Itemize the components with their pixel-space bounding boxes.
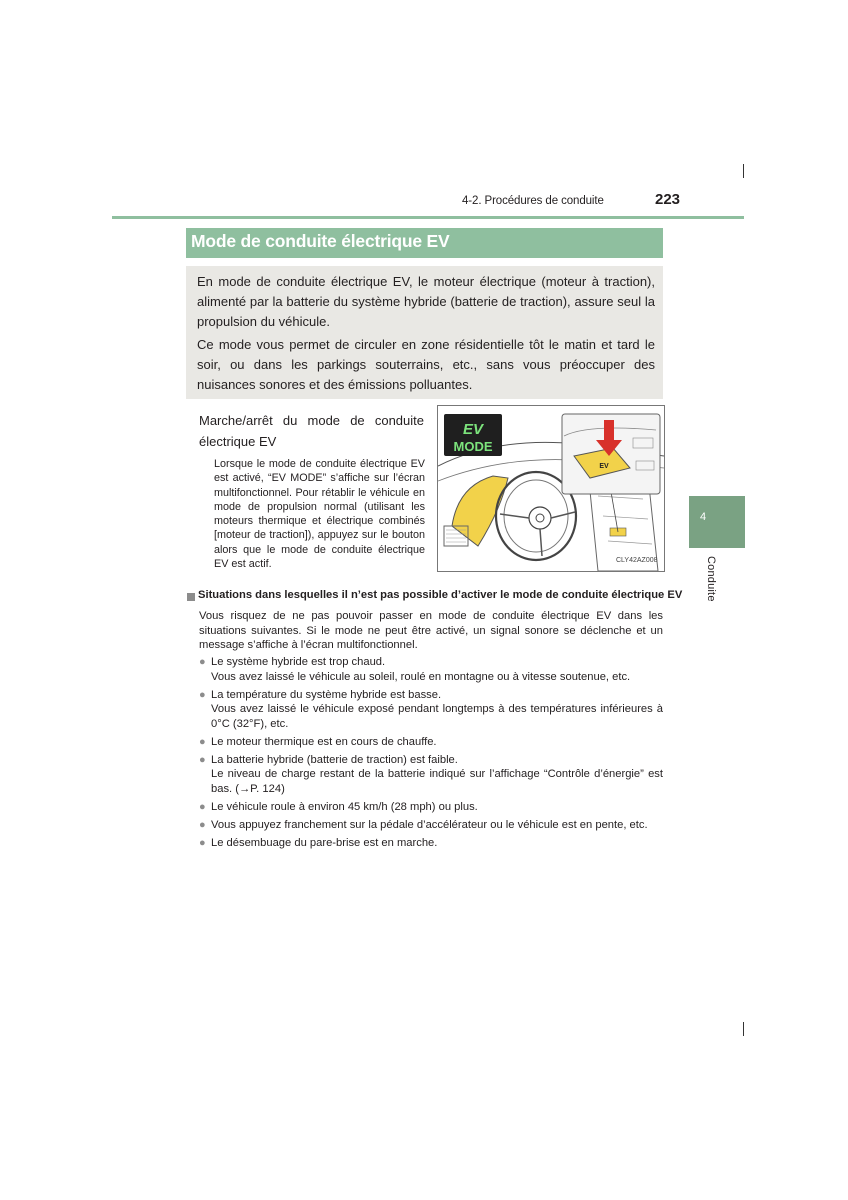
list-item-main: Le système hybride est trop chaud. bbox=[211, 656, 386, 668]
ev-indicator-line2: MODE bbox=[453, 439, 493, 454]
ev-mode-illustration bbox=[437, 405, 665, 572]
list-item-main: La température du système hybride est basse. bbox=[211, 688, 442, 701]
ev-button-label: EV bbox=[599, 463, 609, 470]
intro-paragraph-1: En mode de conduite électrique EV, le moteur électrique (moteur à traction), alimenté par la batterie du système hybride (batterie de traction), assure seul la propulsion du véhicule. bbox=[197, 274, 655, 329]
list-item bbox=[199, 688, 663, 732]
situations-list bbox=[199, 655, 663, 854]
list-item bbox=[199, 836, 663, 851]
intro-paragraph-2: Ce mode vous permet de circuler en zone résidentielle tôt le matin et tard le soir, ou dans les parkings souterrains, etc., sans vous préoccuper des nuisances sonores et des émissions polluantes. bbox=[197, 337, 655, 392]
list-item-main: Le désembuage du pare-brise est en marche. bbox=[211, 836, 438, 849]
chapter-label: Conduite bbox=[705, 556, 717, 602]
control-description: Lorsque le mode de conduite électrique EV est activé, “EV MODE” s’affiche sur l’écran multifonctionnel. Pour rétablir le véhicule en mode de propulsion normal (utilisant les moteurs thermique et électrique combinés [moteur de traction]), appuyez sur le bouton alors que le mode de conduite électrique EV est actif. bbox=[214, 458, 425, 571]
chapter-number: 4 bbox=[699, 511, 707, 523]
control-title: Marche/arrêt du mode de conduite électrique EV bbox=[199, 413, 424, 449]
list-item bbox=[199, 753, 663, 797]
bullet-icon: ● bbox=[199, 800, 206, 813]
header-section: 4-2. Procédures de conduite bbox=[462, 195, 604, 207]
situations-description: Vous risquez de ne pas pouvoir passer en mode de conduite électrique EV dans les situations suivantes. Si le mode ne peut être activé, un signal sonore se déclenche et un message s’affiche à l’écran multifonctionnel. bbox=[199, 610, 663, 651]
list-item bbox=[199, 735, 663, 750]
list-item bbox=[199, 818, 663, 833]
bullet-icon: ● bbox=[199, 753, 206, 766]
list-item-main: La batterie hybride (batterie de traction) est faible. bbox=[211, 753, 458, 766]
crop-mark-bottom bbox=[743, 1022, 744, 1036]
situations-title: Situations dans lesquelles il n’est pas possible d’activer le mode de conduite électrique EV bbox=[198, 589, 683, 601]
list-item-main: Vous appuyez franchement sur la pédale d’accélérateur ou le véhicule est en pente, etc. bbox=[211, 818, 648, 831]
list-item bbox=[199, 800, 663, 815]
list-item-sub: Vous avez laissé le véhicule exposé pendant longtemps à des températures inférieures à 0°C (32°F), etc. bbox=[211, 703, 663, 730]
section-square-icon bbox=[187, 593, 195, 601]
list-item-main: Le véhicule roule à environ 45 km/h (28 mph) ou plus. bbox=[211, 800, 478, 813]
bullet-icon: ● bbox=[199, 818, 206, 831]
page-title: Mode de conduite électrique EV bbox=[191, 231, 450, 251]
bullet-icon: ● bbox=[199, 735, 206, 748]
header-rule bbox=[112, 216, 744, 219]
illustration-code: CLY42AZ008 bbox=[616, 557, 658, 564]
bullet-icon: ● bbox=[199, 656, 206, 668]
dashboard-drawing bbox=[438, 406, 664, 571]
list-item-main: Le moteur thermique est en cours de chauffe. bbox=[211, 735, 437, 748]
page-number: 223 bbox=[655, 191, 681, 208]
list-item-sub: Vous avez laissé le véhicule au soleil, roulé en montagne ou à vitesse soutenue, etc. bbox=[211, 670, 631, 683]
list-item-sub: Le niveau de charge restant de la batterie indiqué sur l’affichage “Contrôle d’énergie” est bas. (→P. 124) bbox=[211, 768, 663, 795]
crop-mark-top bbox=[743, 164, 744, 178]
list-item bbox=[199, 655, 663, 684]
bullet-icon: ● bbox=[199, 688, 206, 701]
bullet-icon: ● bbox=[199, 836, 206, 849]
ev-indicator-line1: EV bbox=[462, 421, 484, 438]
